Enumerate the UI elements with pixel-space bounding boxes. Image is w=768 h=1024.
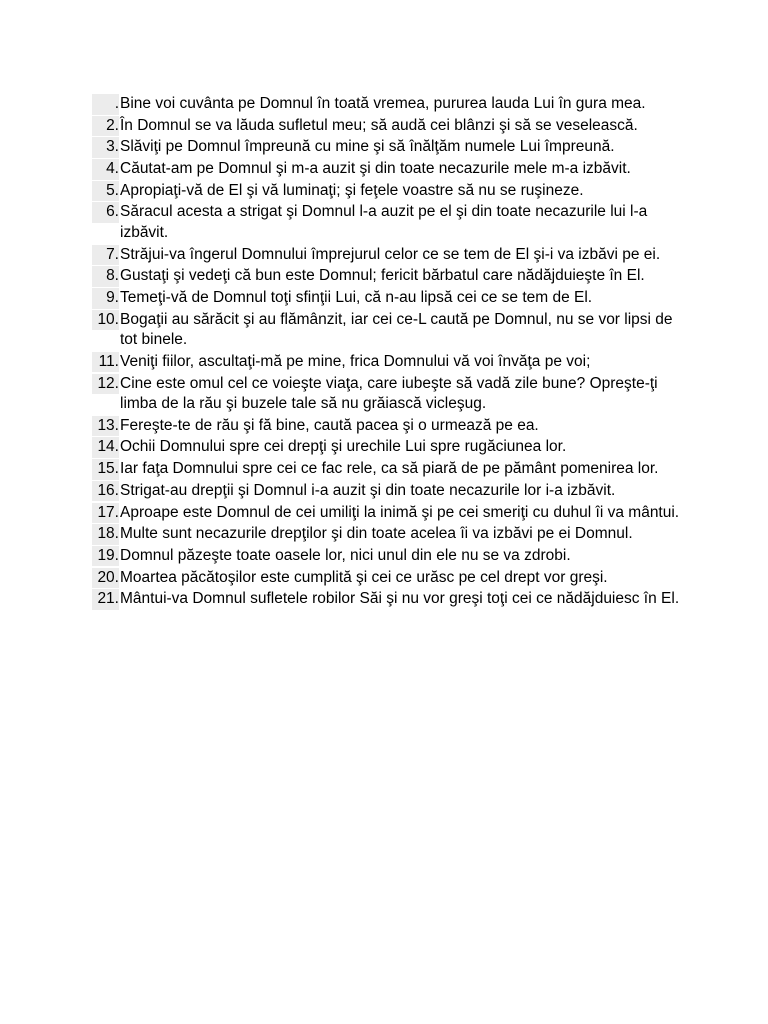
verse-number: 17.: [92, 503, 119, 524]
list-item: [92, 266, 682, 287]
list-item: [92, 524, 682, 545]
verse-text: Domnul păzeşte toate oasele lor, nici unul din ele nu se va zdrobi.: [120, 546, 571, 564]
verse-text: Străjui-va îngerul Domnului împrejurul celor ce se tem de El şi-i va izbăvi pe ei.: [120, 245, 661, 263]
verse-text: Gustaţi şi vedeţi că bun este Domnul; fericit bărbatul care nădăjduieşte în El.: [120, 267, 645, 285]
list-item: [92, 94, 682, 115]
verse-number: 20.: [92, 568, 119, 589]
verse-text: Mântui-va Domnul sufletele robilor Săi şi nu vor greşi toţi cei ce nădăjduiesc în El.: [120, 590, 680, 608]
list-item: [92, 546, 682, 567]
list-item: [92, 589, 682, 610]
verse-text: Săracul acesta a strigat şi Domnul l-a auzit pe el şi din toate necazurile lui l-a izbăvit.: [120, 203, 648, 241]
verse-number: 7.: [92, 245, 119, 266]
verse-number: 10.: [92, 310, 119, 331]
verse-text: Bine voi cuvânta pe Domnul în toată vremea, pururea lauda Lui în gura mea.: [120, 95, 646, 112]
list-item: [92, 374, 682, 415]
verse-text: Fereşte-te de rău şi fă bine, caută pacea şi o urmează pe ea.: [120, 416, 539, 434]
verse-text: Veniţi fiilor, ascultaţi-mă pe mine, frica Domnului vă voi învăţa pe voi;: [120, 352, 591, 370]
list-item: [92, 202, 682, 243]
verse-list: [92, 94, 682, 611]
verse-number: 9.: [92, 288, 119, 309]
list-item: [92, 352, 682, 373]
list-item: [92, 288, 682, 309]
list-item: [92, 245, 682, 266]
verse-number: 11.: [92, 352, 119, 373]
verse-text: Moartea păcătoşilor este cumplită şi cei ce urăsc pe cel drept vor greşi.: [120, 568, 608, 586]
verse-number: 16.: [92, 481, 119, 502]
list-item: [92, 437, 682, 458]
verse-number: 15.: [92, 459, 119, 480]
list-item: [92, 416, 682, 437]
list-item: [92, 503, 682, 524]
verse-text: Slăviţi pe Domnul împreună cu mine şi să înălţăm numele Lui împreună.: [120, 138, 615, 156]
verse-number: 18.: [92, 524, 119, 545]
verse-text: Iar faţa Domnului spre cei ce fac rele, ca să piară de pe pământ pomenirea lor.: [120, 460, 659, 478]
list-item: [92, 116, 682, 137]
list-item: [92, 568, 682, 589]
verse-text: Temeţi-vă de Domnul toţi sfinţii Lui, că n-au lipsă cei ce se tem de El.: [120, 289, 593, 306]
list-item: [92, 159, 682, 180]
verse-number: 19.: [92, 546, 119, 567]
verse-text: Căutat-am pe Domnul şi m-a auzit şi din toate necazurile mele m-a izbăvit.: [120, 160, 631, 178]
verse-number: 13.: [92, 416, 119, 437]
verse-text: În Domnul se va lăuda sufletul meu; să audă cei blânzi şi să se veselească.: [120, 116, 638, 134]
verse-number: 14.: [92, 437, 119, 458]
verse-text: Bogaţii au sărăcit şi au flămânzit, iar cei ce-L caută pe Domnul, nu se vor lipsi de tot binele.: [120, 310, 673, 349]
list-item: [92, 481, 682, 502]
verse-text: Multe sunt necazurile drepţilor şi din toate acelea îi va izbăvi pe ei Domnul.: [120, 525, 633, 543]
list-item: [92, 137, 682, 158]
verse-text: Cine este omul cel ce voieşte viaţa, care iubeşte să vadă zile bune? Opreşte-ţi limba de la rău şi buzele tale să nu grăiască vicleşug.: [120, 374, 658, 413]
list-item: [92, 310, 682, 351]
verse-text: Apropiaţi-vă de El şi vă luminaţi; şi feţele voastre să nu se ruşineze.: [120, 181, 584, 199]
verse-number: 12.: [92, 374, 119, 395]
verse-number: .: [92, 94, 119, 115]
verse-number: 2.: [92, 116, 119, 137]
verse-number: 8.: [92, 266, 119, 287]
list-item: [92, 181, 682, 202]
verse-text: Aproape este Domnul de cei umiliţi la inimă şi pe cei smeriţi cu duhul îi va mântui.: [120, 503, 680, 521]
verse-number: 4.: [92, 159, 119, 180]
verse-number: 6.: [92, 202, 119, 223]
verse-number: 5.: [92, 181, 119, 202]
verse-number: 3.: [92, 137, 119, 158]
list-item: [92, 459, 682, 480]
verse-number: 21.: [92, 589, 119, 610]
verse-text: Ochii Domnului spre cei drepţi şi urechile Lui spre rugăciunea lor.: [120, 438, 567, 456]
verse-text: Strigat-au drepţii şi Domnul i-a auzit şi din toate necazurile lor i-a izbăvit.: [120, 481, 616, 499]
